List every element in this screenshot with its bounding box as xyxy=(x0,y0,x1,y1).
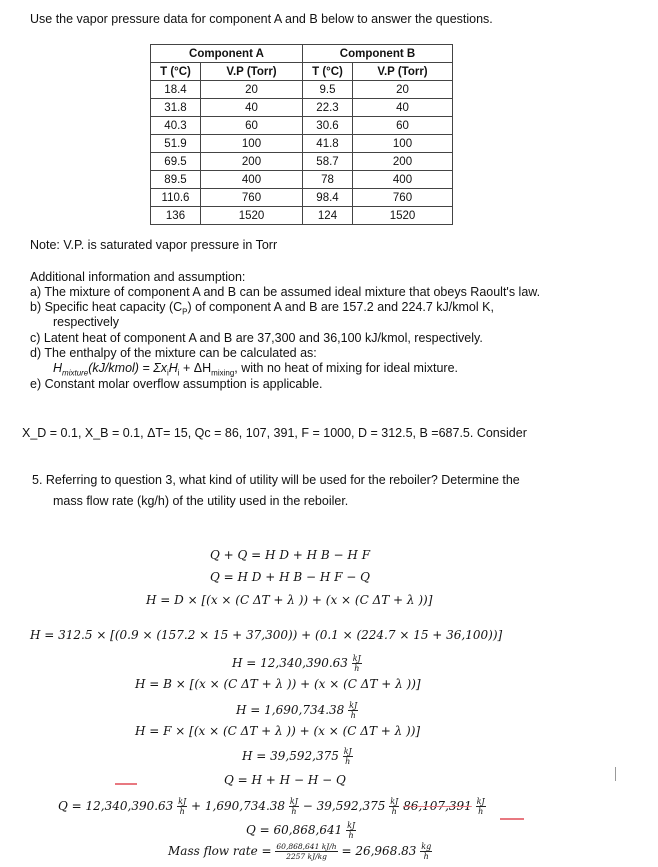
col-header: V.P (Torr) xyxy=(201,63,303,81)
col-header: T (°C) xyxy=(151,63,201,81)
assumption-e: e) Constant molar overflow assumption is applicable. xyxy=(30,377,323,391)
assumption-d: d) The enthalpy of the mixture can be calculated as: xyxy=(30,346,317,360)
table-row: 18.4 20 9.5 20 xyxy=(151,81,453,99)
given-values: X_D = 0.1, X_B = 0.1, ΔT= 15, Qc = 86, 107, 391, F = 1000, D = 312.5, B =687.5. Consider xyxy=(22,426,527,440)
eq-energy-balance: Q + Q = H D + H B − H F xyxy=(210,548,371,562)
col-header: V.P (Torr) xyxy=(353,63,453,81)
table-row: 51.9 100 41.8 100 xyxy=(151,135,453,153)
assumption-b: b) Specific heat capacity $(C_P)$ of component A and B are 157.2 and 224.7 kJ/kmol K, xyxy=(30,300,494,317)
additional-title: Additional information and assumption: xyxy=(30,270,246,284)
eq-qr-numeric: Q = 12,340,390.63 $\frac{kJ}{h}$ + 1,690,734.38 $\frac{kJ}{h}$ − 39,592,375 $\frac{kJ}{h}$ 86,107,391 $\frac{kJ}{h}$ xyxy=(58,797,485,816)
question-line-2: mass flow rate (kg/h) of the utility used in the reboiler. xyxy=(53,494,349,508)
eq-hd-general: H = D × [(x × (C ΔT + λ )) + (x × (C ΔT + λ ))] xyxy=(146,593,433,607)
table-row: 31.8 40 22.3 40 xyxy=(151,99,453,117)
intro-text: Use the vapor pressure data for component A and B below to answer the questions. xyxy=(30,12,493,26)
eq-mass-flow: Mass flow rate = $\frac{60,868,641 kJ/h}{2257 kJ/kg}$ = 26,968.83 $\frac{kg}{h}$ xyxy=(168,842,432,861)
red-mark xyxy=(115,783,137,785)
component-a-header: Component A xyxy=(151,45,303,63)
col-header: T (°C) xyxy=(303,63,353,81)
eq-hb-general: H = B × [(x × (C ΔT + λ )) + (x × (C ΔT + λ ))] xyxy=(135,677,421,691)
table-row: 40.3 60 30.6 60 xyxy=(151,117,453,135)
question-line-1: 5. Referring to question 3, what kind of utility will be used for the reboiler? Determine the xyxy=(32,473,520,487)
red-mark xyxy=(500,818,524,820)
assumption-a: a) The mixture of component A and B can be assumed ideal mixture that obeys Raoult's law. xyxy=(30,285,541,299)
note-text: Note: V.P. is saturated vapor pressure in Torr xyxy=(30,238,278,252)
vapor-pressure-table xyxy=(150,44,453,225)
component-b-header: Component B xyxy=(303,45,453,63)
assumption-b-cont: respectively xyxy=(53,315,119,329)
eq-qr: Q = H D + H B − H F − Q xyxy=(210,570,371,584)
eq-hd-result: H = 12,340,390.63 $\frac{kJ}{h}$ xyxy=(232,654,361,673)
table-row: 110.6 760 98.4 760 xyxy=(151,189,453,207)
table-row: 69.5 200 58.7 200 xyxy=(151,153,453,171)
assumption-c: c) Latent heat of component A and B are 37,300 and 36,100 kJ/kmol, respectively. xyxy=(30,331,483,345)
eq-hd-numeric: H = 312.5 × [(0.9 × (157.2 × 15 + 37,300)) + (0.1 × (224.7 × 15 + 36,100))] xyxy=(30,628,503,642)
text-cursor xyxy=(615,767,616,781)
table-row: 136 1520 124 1520 xyxy=(151,207,453,225)
eq-qr-result: Q = 60,868,641 $\frac{kJ}{h}$ xyxy=(246,821,356,840)
eq-hf-result: H = 39,592,375 $\frac{kJ}{h}$ xyxy=(242,747,352,766)
eq-hf-general: H = F × [(x × (C ΔT + λ )) + (x × (C ΔT + λ ))] xyxy=(135,724,421,738)
enthalpy-formula: $H_{mixture}(kJ/kmol) = \Sigma x_iH_i + \Delta H_{mixing}$, with no heat of mixing for ideal mixture. xyxy=(53,361,459,378)
eq-hb-result: H = 1,690,734.38 $\frac{kJ}{h}$ xyxy=(236,701,358,720)
eq-qr-symbolic: Q = H + H − H − Q xyxy=(224,773,346,787)
table-row: 89.5 400 78 400 xyxy=(151,171,453,189)
